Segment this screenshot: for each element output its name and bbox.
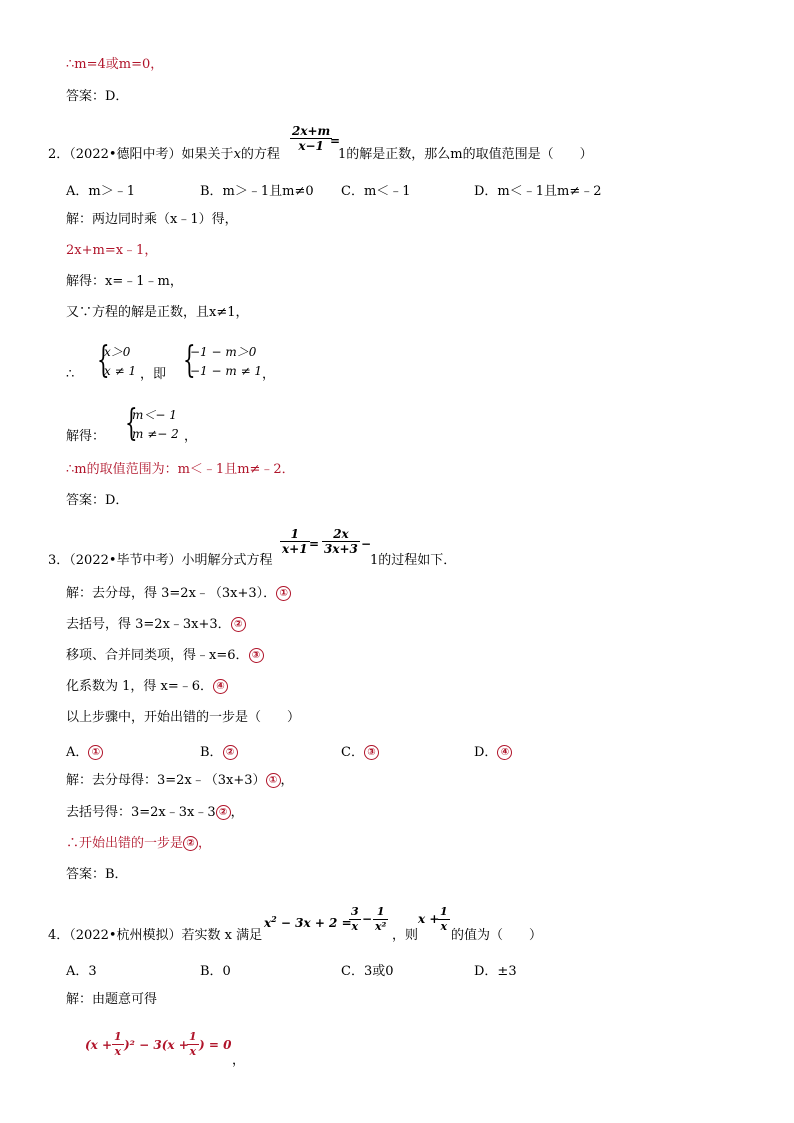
q2-solution-line-2: 2x+m=x﹣1， xyxy=(66,243,158,258)
q2-eq-denominator: x−1 xyxy=(298,139,324,153)
q3-step-4: 化系数为 1，得 x=﹣6． ④ xyxy=(66,678,228,696)
step-marker-icon: ② xyxy=(231,617,246,632)
q4-solution-eq-b: )² − 3(x + xyxy=(124,1038,189,1052)
q2-number: 2． xyxy=(48,147,70,162)
prev-answer: 答案：D． xyxy=(66,89,129,104)
q2-range: ∴m的取值范围为：m＜﹣1且m≠﹣2． xyxy=(66,462,295,477)
q3-stem-pre: 小明解分式方程 xyxy=(181,553,273,568)
q4-expr-x: x + xyxy=(418,912,440,926)
q3-number: 3． xyxy=(48,553,70,568)
q2-brace-icon: { xyxy=(97,340,110,381)
q4-solution-fraction-1: $\frac{1}{x}$ xyxy=(114,1030,122,1058)
q3-source: （2022•毕节中考） xyxy=(69,553,182,568)
q3-step-3: 移项、合并同类项，得﹣x=6． ③ xyxy=(66,647,264,665)
q4-solution-eq-a: (x + xyxy=(85,1038,113,1052)
q4-then: ，则 xyxy=(392,928,419,943)
q4-stem-pre: 若实数 x 满足 xyxy=(181,928,263,943)
q2-option-b: B．m＞﹣1且m≠0 xyxy=(200,184,314,199)
step-marker-icon: ④ xyxy=(213,679,228,694)
q4-minus: − xyxy=(362,912,373,926)
step-marker-icon: ① xyxy=(266,773,281,788)
q4-option-a: A．3 xyxy=(66,964,97,979)
q4-source: （2022•杭州模拟） xyxy=(69,928,182,943)
step-marker-icon: ② xyxy=(183,836,198,851)
q2-option-a: A．m＞﹣1 xyxy=(66,184,135,199)
step-marker-icon: ② xyxy=(216,805,231,820)
q4-number: 4． xyxy=(48,928,70,943)
q3-fraction-2: $\frac{2x}{3x+3}$ xyxy=(324,527,358,556)
q3-eq-equals: = xyxy=(309,537,320,551)
q4-eq-left: $x^2 - 3x + 2$ = xyxy=(264,914,352,930)
q4-solution-tail: ， xyxy=(232,1053,246,1068)
q2-system-2-tail: ， xyxy=(262,367,276,382)
q2-equation-fraction xyxy=(290,124,332,153)
q3-question: 以上步骤中，开始出错的一步是（ ） xyxy=(66,710,301,725)
q3-eq-minus: − xyxy=(361,537,372,551)
q3-option-c: C． ③ xyxy=(341,741,379,760)
q2-solution-line-1: 解：两边同时乘（x﹣1）得， xyxy=(66,212,238,227)
q3-stem xyxy=(48,552,273,570)
q4-stem xyxy=(48,927,262,945)
q2-eq-equals: = xyxy=(330,134,341,148)
q4-solution-fraction-2: $\frac{1}{x}$ xyxy=(189,1030,197,1058)
prev-conclusion: ∴m=4或m=0， xyxy=(66,57,164,72)
q2-system-2: { −1 − m＞0 −1 − m ≠ 1 xyxy=(183,340,263,381)
q4-solution-intro: 解：由题意可得 xyxy=(66,992,158,1007)
q2-answer: 答案：D． xyxy=(66,493,129,508)
q3-fraction-1: $\frac{1}{x+1}$ xyxy=(282,527,308,556)
step-marker-icon: ① xyxy=(88,745,103,760)
q4-option-c: C．3或0 xyxy=(341,964,394,979)
q3-solution-2: 去括号得：3=2x﹣3x﹣3 ② ， xyxy=(66,805,244,820)
q2-stem-mid: 的方程 xyxy=(240,147,280,162)
q2-therefore: ∴ xyxy=(66,367,75,382)
q2-solution-line-4: 又∵方程的解是正数，且x≠1， xyxy=(66,305,249,320)
q2-stem-post: 1的解是正数，那么m的取值范围是（ ） xyxy=(338,147,593,162)
step-marker-icon: ② xyxy=(223,745,238,760)
q2-stem xyxy=(48,146,280,164)
q4-solution-eq-c: ) = 0 xyxy=(199,1038,232,1052)
step-marker-icon: ④ xyxy=(497,745,512,760)
q4-fraction-1: $\frac{3}{x}$ xyxy=(351,905,359,933)
q3-option-b: B． ② xyxy=(200,741,238,760)
q3-solution-3: ∴开始出错的一步是 ② ， xyxy=(66,836,212,851)
step-marker-icon: ③ xyxy=(364,745,379,760)
step-marker-icon: ① xyxy=(276,586,291,601)
q2-option-c: C．m＜﹣1 xyxy=(341,184,411,199)
q2-system-3: { m＜− 1 m ≠− 2 xyxy=(125,403,179,444)
q2-source: （2022•德阳中考） xyxy=(69,147,182,162)
q2-solution-line-3: 解得：x=﹣1﹣m， xyxy=(66,274,183,289)
q3-option-a: A． ① xyxy=(66,741,103,760)
q4-option-d: D．±3 xyxy=(474,964,517,979)
q2-brace-icon: { xyxy=(125,403,138,444)
q4-option-b: B．0 xyxy=(200,964,231,979)
q4-fraction-2: $\frac{1}{\text{x²}}$ xyxy=(375,905,387,933)
q3-solution-1: 解：去分母得：3=2x﹣（3x+3） ① ， xyxy=(66,773,294,788)
q4-stem-post: 的值为（ ） xyxy=(451,928,543,943)
step-marker-icon: ③ xyxy=(249,648,264,663)
q2-system-3-tail: ， xyxy=(184,429,198,444)
q3-step-1: 解：去分母，得 3=2x﹣（3x+3）． ① xyxy=(66,585,291,603)
q2-eq-numerator: 2x+m xyxy=(292,124,331,138)
q2-jiede: 解得： xyxy=(66,429,106,444)
q4-fraction-3: $\frac{1}{x}$ xyxy=(440,905,448,933)
q3-step-2: 去括号，得 3=2x﹣3x+3． ② xyxy=(66,616,246,634)
q2-system-1: { x＞0 x ≠ 1 xyxy=(97,340,137,381)
q2-stem-var: x xyxy=(233,147,241,162)
q3-answer: 答案：B． xyxy=(66,867,128,882)
q2-stem-pre: 如果关于 xyxy=(181,147,234,162)
q2-brace-icon: { xyxy=(183,340,196,381)
q2-option-d: D．m＜﹣1且m≠﹣2 xyxy=(474,184,602,199)
q3-stem-post: 1的过程如下． xyxy=(370,553,457,568)
q2-ji: ，即 xyxy=(140,367,167,382)
q3-option-d: D． ④ xyxy=(474,741,512,760)
